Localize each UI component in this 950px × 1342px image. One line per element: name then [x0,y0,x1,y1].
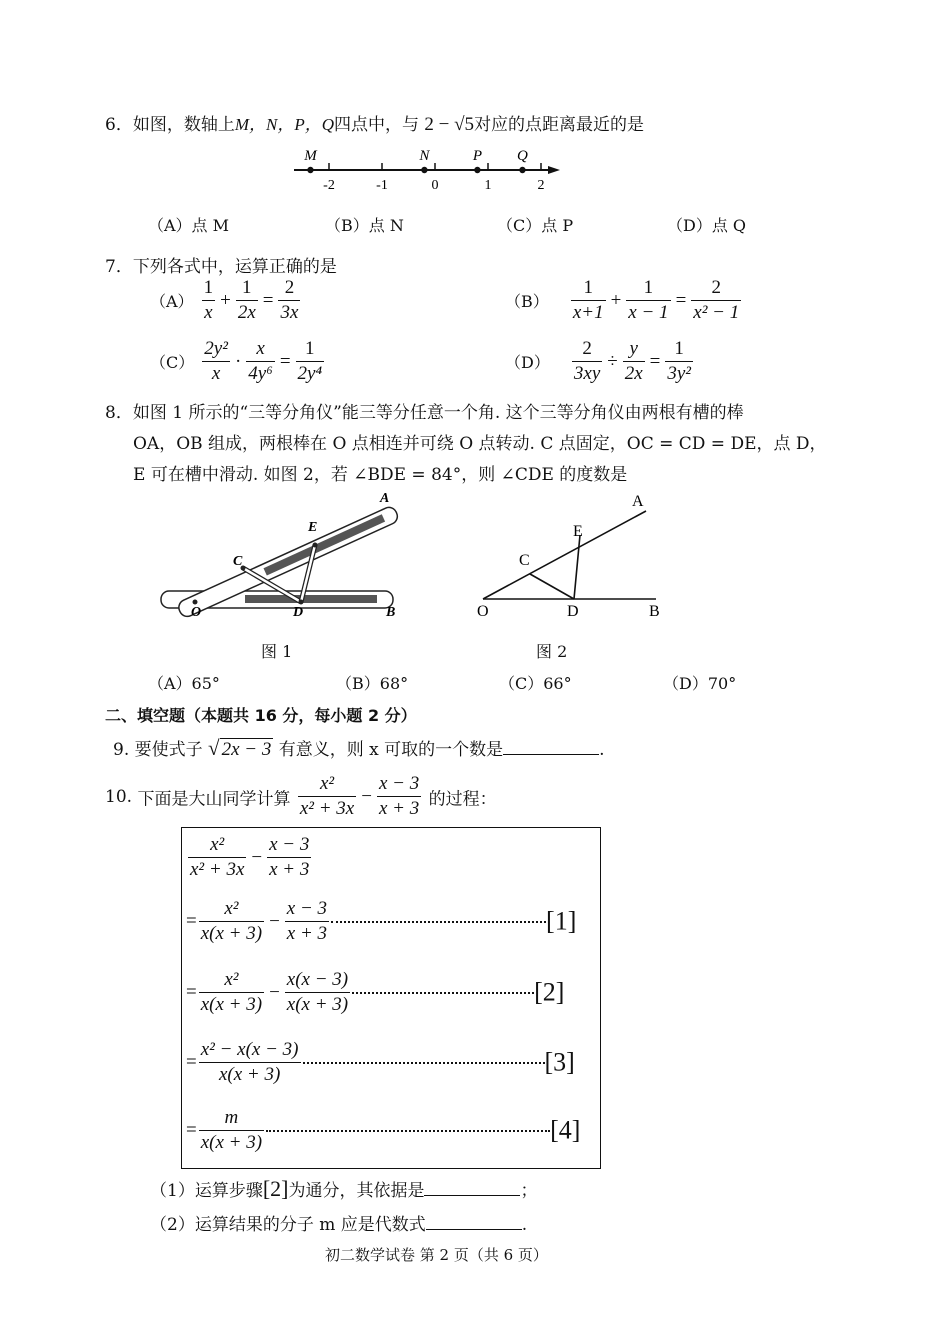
q9-radical: √ 2x − 3 [208,736,272,760]
svg-text:D: D [293,605,304,620]
q10-sub1-answer-blank[interactable] [424,1179,520,1196]
svg-text:D: D [567,603,579,620]
section-2-title: 二、填空题（本题共 16 分，每小题 2 分） [105,706,417,725]
step-tag-2: [2] [534,977,565,1007]
q8-line3: E 可在槽中滑动. 如图 2，若 ∠BDE = 84°，则 ∠CDE 的度数是 [133,465,628,485]
tick-label: 0 [431,178,439,193]
page-footer: 初二数学试卷 第 2 页（共 6 页） [325,1246,548,1264]
q7-option-c[interactable]: （C） $\frac{\text{2y²}}{x}$ · $\frac{x}{\text{4y⁶}}$ = $\frac{1}{\text{2y⁴}}$ [150,338,323,384]
q6-expression: 2 − √5 [424,114,475,135]
q10-work-box [181,827,601,1169]
q10-sub2: （2）运算结果的分子 m 应是代数式 . [150,1215,528,1235]
point-q [519,167,525,173]
point-m [307,167,313,173]
q10-step-0: $\frac{\text{x²}}{\text{x² + 3x}}$ − $\frac{x - 3}{x + 3}$ [190,834,310,880]
svg-text:E: E [308,520,318,535]
point-label: N [419,148,430,164]
q6-number-line [290,143,570,195]
q6-option-b[interactable]: （B）点 N [325,216,404,235]
svg-text:A: A [380,491,390,506]
svg-text:C: C [233,554,243,569]
q8-option-c[interactable]: （C）66° [499,674,572,693]
q6-option-a[interactable]: （A）点 M [148,216,230,235]
svg-text:B: B [386,605,396,620]
point-n [421,167,427,173]
arrow-right-icon [548,166,560,174]
q10-step-2: = $\frac{\text{x²}}{x(x + 3)}$ − $\frac{x(x - 3)}{x(x + 3)}$ [2] [186,969,565,1015]
svg-text:O: O [191,605,202,620]
point-label: M [304,148,317,164]
tick-label: 2 [537,178,545,193]
svg-text:O: O [477,603,489,620]
q8-line1: 8．如图 1 所示的“三等分角仪”能三等分任意一个角. 这个三等分角仪由两根有槽的棒 [105,403,744,423]
point-label: P [472,148,482,164]
svg-text:C: C [519,552,530,569]
q10-step-1: = $\frac{\text{x²}}{x(x + 3)}$ − $\frac{x - 3}{x + 3}$ [1] [186,898,577,944]
q6-stem: 6．如图，数轴上M，N，P，Q四点中，与 2 − √5对应的点距离最近的是 [105,114,645,135]
svg-text:E: E [573,523,583,540]
figure-2-caption: 图 2 [536,642,568,661]
q8-line2: OA，OB 组成，两根棒在 O 点相连并可绕 O 点转动. C 点固定，OC = CD = DE，点 D， [133,434,827,454]
figure-2-geometry [470,488,670,623]
q9-stem: 9. 要使式子 √ 2x − 3 有意义，则 x 可取的一个数是 . [113,736,605,760]
slot-ob [245,595,377,603]
point-p [474,167,480,173]
svg-text:B: B [649,603,660,620]
q10-sub1: （1）运算步骤[2]为通分，其依据是 ； [150,1176,538,1201]
tick-label: -2 [323,178,335,193]
number-line-ticks [323,163,544,193]
figure-1-trisector [155,488,405,623]
q6-option-d[interactable]: （D）点 Q [667,216,747,235]
tick-label: 1 [484,178,492,193]
svg-text:A: A [632,493,644,510]
q7-option-a[interactable]: （A） $\frac{1}{x}$ + $\frac{1}{2x}$ = $\frac{2}{3x}$ [150,277,299,323]
q8-option-a[interactable]: （A）65° [148,674,220,693]
figure-1-caption: 图 1 [261,642,293,661]
q10-step-3: = $\frac{\text{x² − x(x − 3)}}{x(x + 3)}$ [3] [186,1039,575,1085]
step-tag-4: [4] [550,1115,581,1145]
segment-de [574,535,580,599]
tick-label: -1 [376,178,388,193]
q9-answer-blank[interactable] [503,738,599,755]
step-tag-1: [1] [546,906,577,936]
q10-sub2-answer-blank[interactable] [426,1213,522,1230]
step-tag-3: [3] [544,1047,575,1077]
ray-oa [483,511,646,599]
q6-option-c[interactable]: （C）点 P [497,216,574,235]
q7-option-b[interactable]: （B） $\frac{1}{x+1}$ + $\frac{1}{x - 1}$ = $\frac{2}{\text{x² − 1}}$ [505,277,740,323]
segment-cd [530,574,574,599]
q10-stem: 10. 下面是大山同学计算 $\frac{\text{x²}}{\text{x² + 3x}}$ − $\frac{x - 3}{x + 3}$ 的过程： [105,773,497,819]
q6-number: 6． [105,115,133,135]
q7-stem: 7．下列各式中，运算正确的是 [105,257,337,277]
q7-option-d[interactable]: （D） $\frac{2}{3xy}$ ÷ $\frac{y}{2x}$ = $\frac{1}{\text{3y²}}$ [505,338,691,384]
point-label: Q [517,148,528,164]
q8-option-d[interactable]: （D）70° [663,674,737,693]
q10-step-4: = $\frac{m}{x(x + 3)}$ [4] [186,1107,581,1153]
q8-option-b[interactable]: （B）68° [336,674,409,693]
